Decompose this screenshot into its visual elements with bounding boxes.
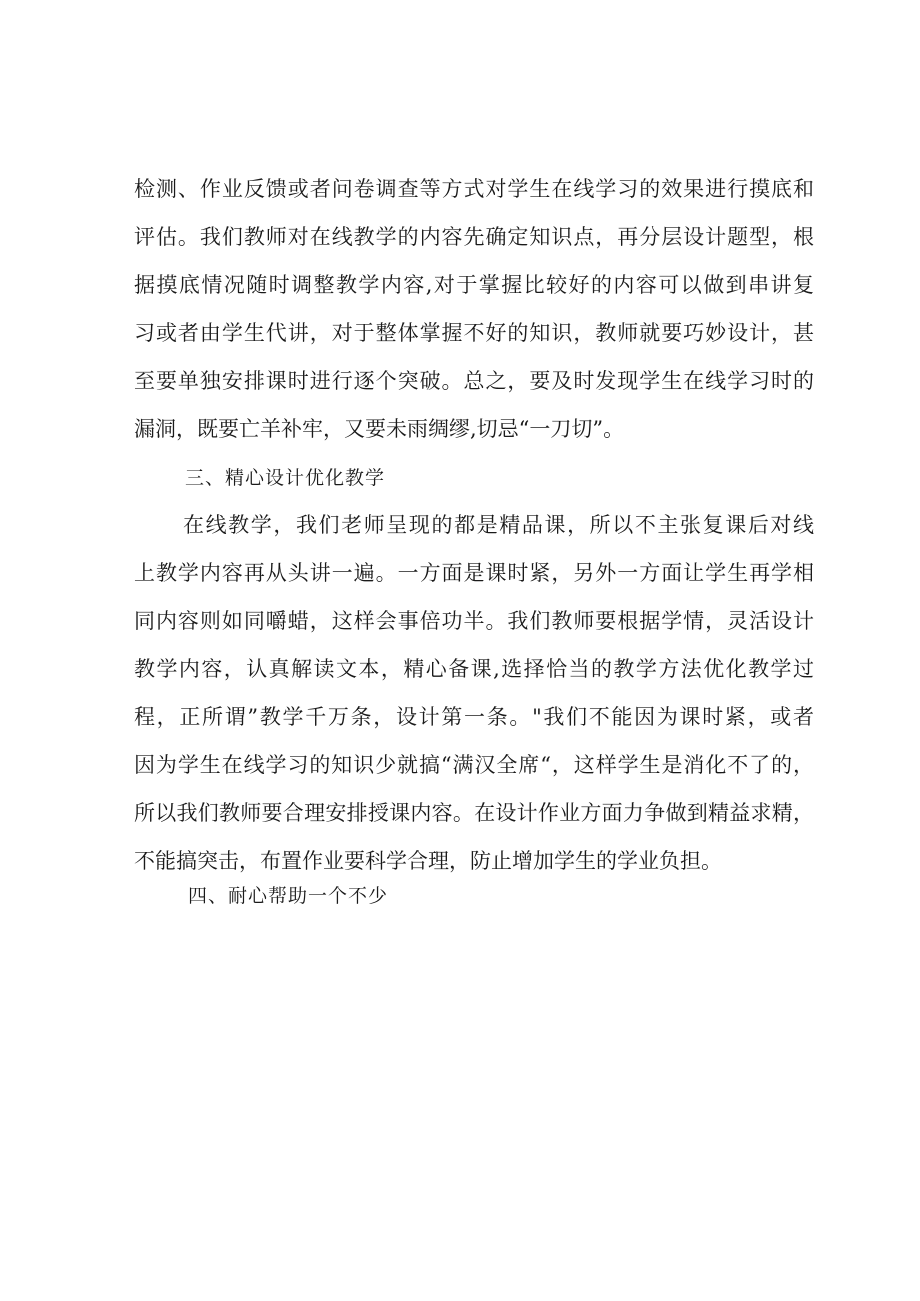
paragraph-1-line-2: 评估。我们教师对在线教学的内容先确定知识点，再分层设计题型，根 <box>134 225 814 249</box>
paragraph-2-line-3: 同内容则如同嚼蜡，这样会事倍功半。我们教师要根据学情，灵活设计 <box>134 609 814 633</box>
paragraph-1-line-5: 至要单独安排课时进行逐个突破。总之，要及时发现学生在线学习时的 <box>134 369 814 393</box>
section-heading-4: 四、耐心帮助一个不少 <box>188 885 389 907</box>
paragraph-2-line-7: 所以我们教师要合理安排授课内容。在设计作业方面力争做到精益求精， <box>134 801 814 825</box>
paragraph-2-line-5: 程，正所谓”教学千万条，设计第一条。"我们不能因为课时紧，或者 <box>134 705 814 729</box>
paragraph-1-line-3: 据摸底情况随时调整教学内容,对于掌握比较好的内容可以做到串讲复 <box>134 273 814 297</box>
paragraph-2-line-1: 在线教学，我们老师呈现的都是精品课，所以不主张复课后对线 <box>183 513 814 537</box>
paragraph-2-line-4: 教学内容，认真解读文本，精心备课,选择恰当的教学方法优化教学过 <box>134 657 814 681</box>
paragraph-1-line-6: 漏洞，既要亡羊补牢，又要未雨绸缪,切忌“一刀切”。 <box>134 417 625 441</box>
paragraph-1-line-4: 习或者由学生代讲，对于整体掌握不好的知识，教师就要巧妙设计，甚 <box>134 321 814 345</box>
paragraph-1-line-1: 检测、作业反馈或者问卷调查等方式对学生在线学习的效果进行摸底和 <box>134 177 814 201</box>
paragraph-2-line-2: 上教学内容再从头讲一遍。一方面是课时紧，另外一方面让学生再学相 <box>134 561 814 585</box>
section-heading-3: 三、精心设计优化教学 <box>185 467 386 489</box>
paragraph-2-line-6: 因为学生在线学习的知识少就搞“满汉全席“，这样学生是消化不了的， <box>134 753 814 777</box>
paragraph-2-line-8: 不能搞突击，布置作业要科学合理，防止增加学生的学业负担。 <box>134 849 722 873</box>
